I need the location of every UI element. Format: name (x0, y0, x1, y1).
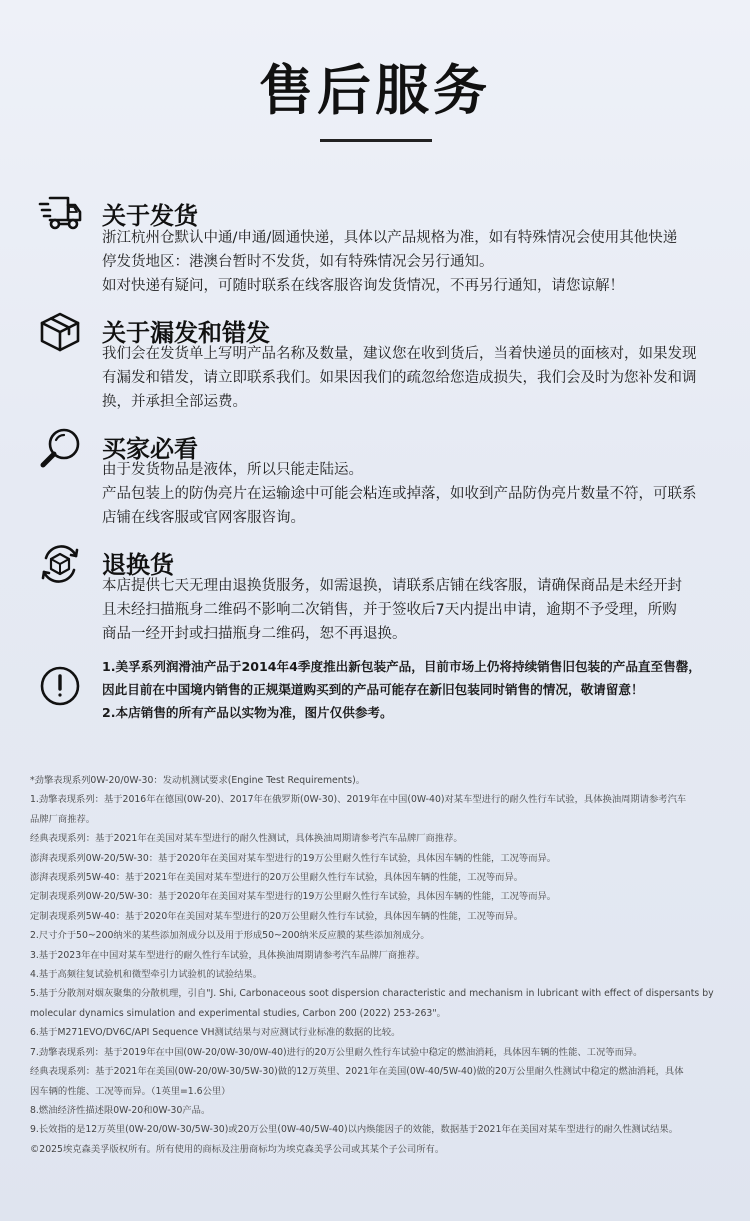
section-line: 如对快递有疑问，可随时联系在线客服咨询发货情况，不再另行通知，请您谅解！ (102, 278, 624, 294)
section-line: 换，并承担全部运费。 (102, 394, 247, 410)
footnote-line: molecular dynamics simulation and experimental studies, Carbon 200 (2022) 253-263"。 (30, 1007, 446, 1019)
delivery-truck-icon (38, 190, 82, 234)
footnote-line: 5.基于分散剂对烟灰聚集的分散机理，引自"J. Shi, Carbonaceous soot dispersion characteristic and mechanism in lubricant with effect of dispersants by (30, 988, 714, 1000)
footnote-line: 3.基于2023年在中国对某车型进行的耐久性行车试验，具体换油周期请参考汽车品牌厂商推荐。 (30, 949, 426, 961)
section-line: 停发货地区：港澳台暂时不发货，如有特殊情况会另行通知。 (102, 254, 494, 270)
footnote-line: 经典表现系列：基于2021年在美国(0W-20/0W-30/5W-30)做的12万英里、2021年在美国(0W-40/5W-40)做的20万公里耐久性测试中稳定的燃油消耗，具体 (30, 1066, 684, 1078)
section-line: 商品一经开封或扫描瓶身二维码，恕不再退换。 (102, 626, 407, 642)
section-heading-missed-wrong: 关于漏发和错发 (102, 319, 270, 347)
section-body-buyer-notes (102, 458, 712, 530)
footnote-line: *劲擎表现系列0W-20/0W-30：发动机测试要求(Engine Test Requirements)。 (30, 775, 366, 786)
section-body-missed-wrong (102, 342, 712, 414)
notice-text (102, 655, 712, 724)
section-heading-shipping: 关于发货 (102, 202, 198, 230)
section-line: 浙江杭州仓默认中通/申通/圆通快递，具体以产品规格为准，如有特殊情况会使用其他快递 (102, 230, 678, 246)
section-body-shipping (102, 226, 712, 298)
exclamation-circle-icon (38, 664, 82, 708)
footnote-line: 品牌厂商推荐。 (30, 813, 96, 825)
section-line: 店铺在线客服或官网客服咨询。 (102, 510, 305, 526)
title-divider (320, 139, 432, 142)
footnote-line: 定制表现系列5W-40：基于2020年在美国对某车型进行的20万公里耐久性行车试验，具体因车辆的性能，工况等而异。 (30, 910, 524, 922)
footnote-line: 因车辆的性能、工况等而异。（1英里=1.6公里） (30, 1085, 231, 1097)
section-line: 由于发货物品是液体，所以只能走陆运。 (102, 462, 363, 478)
notice-line: 2.本店销售的所有产品以实物为准，图片仅供参考。 (102, 705, 393, 720)
section-line: 本店提供七天无理由退换货服务，如需退换，请联系店铺在线客服，请确保商品是未经开封 (102, 578, 682, 594)
package-box-icon (38, 310, 82, 354)
footnote-line: 9.长效指的是12万英里(0W-20/0W-30/5W-30)或20万公里(0W-40/5W-40)以内焕能因子的效能，数据基于2021年在美国对某车型进行的耐久性测试结果。 (30, 1124, 679, 1136)
footnote-line: 定制表现系列0W-20/5W-30：基于2020年在美国对某车型进行的19万公里耐久性行车试验，具体因车辆的性能，工况等而异。 (30, 891, 557, 903)
magnifier-icon (38, 426, 82, 470)
footnote-line: 1.劲擎表现系列：基于2016年在德国(0W-20)、2017年在俄罗斯(0W-30)、2019年在中国(0W-40)对某车型进行的耐久性行车试验，具体换油周期请参考汽车 (30, 794, 687, 806)
section-line: 我们会在发货单上写明产品名称及数量，建议您在收到货后，当着快递员的面核对，如果发现 (102, 346, 697, 362)
footnote-line: 4.基于高频往复试验机和微型牵引力试验机的试验结果。 (30, 969, 262, 981)
footnotes (30, 771, 720, 1159)
footnote-line: ©2025埃克森美孚版权所有。所有使用的商标及注册商标均为埃克森美孚公司或其某个子公司所有。 (30, 1143, 445, 1155)
section-heading-returns: 退换货 (102, 551, 174, 579)
footnote-line: 8.燃油经济性描述限0W-20和0W-30产品。 (30, 1104, 211, 1116)
section-line: 有漏发和错发，请立即联系我们。如果因我们的疏忽给您造成损失，我们会及时为您补发和调 (102, 370, 697, 386)
page-title: 售后服务 (259, 59, 491, 122)
section-body-returns (102, 574, 712, 646)
section-line: 且未经扫描瓶身二维码不影响二次销售，并于签收后7天内提出申请，逾期不予受理，所购 (102, 602, 677, 618)
notice-line: 1.美孚系列润滑油产品于2014年4季度推出新包装产品，目前市场上仍将持续销售旧包装的产品直至售罄， (102, 659, 701, 674)
footnote-line: 7.劲擎表现系列：基于2019年在中国(0W-20/0W-30/0W-40)进行的20万公里耐久性行车试验中稳定的燃油消耗，具体因车辆的性能、工况等而异。 (30, 1046, 643, 1058)
return-exchange-icon (38, 542, 82, 586)
section-heading-buyer-notes: 买家必看 (102, 435, 198, 463)
notice-line: 因此目前在中国境内销售的正规渠道购买到的产品可能存在新旧包装同时销售的情况，敬请留意！ (102, 682, 644, 697)
footnote-line: 2.尺寸介于50~200纳米的某些添加剂成分以及用于形成50~200纳米反应膜的某些添加剂成分。 (30, 930, 430, 942)
footnote-line: 6.基于M271EVO/DV6C/API Sequence VH测试结果与对应测试行业标准的数据的比较。 (30, 1027, 401, 1039)
section-line: 产品包装上的防伪亮片在运输途中可能会粘连或掉落，如收到产品防伪亮片数量不符，可联系 (102, 486, 697, 502)
footnote-line: 澎湃表现系列5W-40：基于2021年在美国对某车型进行的20万公里耐久性行车试验，具体因车辆的性能，工况等而异。 (30, 872, 524, 884)
footnote-line: 澎湃表现系列0W-20/5W-30：基于2020年在美国对某车型进行的19万公里耐久性行车试验，具体因车辆的性能，工况等而异。 (30, 852, 557, 864)
footnote-line: 经典表现系列：基于2021年在美国对某车型进行的耐久性测试，具体换油周期请参考汽车品牌厂商推荐。 (30, 833, 463, 845)
